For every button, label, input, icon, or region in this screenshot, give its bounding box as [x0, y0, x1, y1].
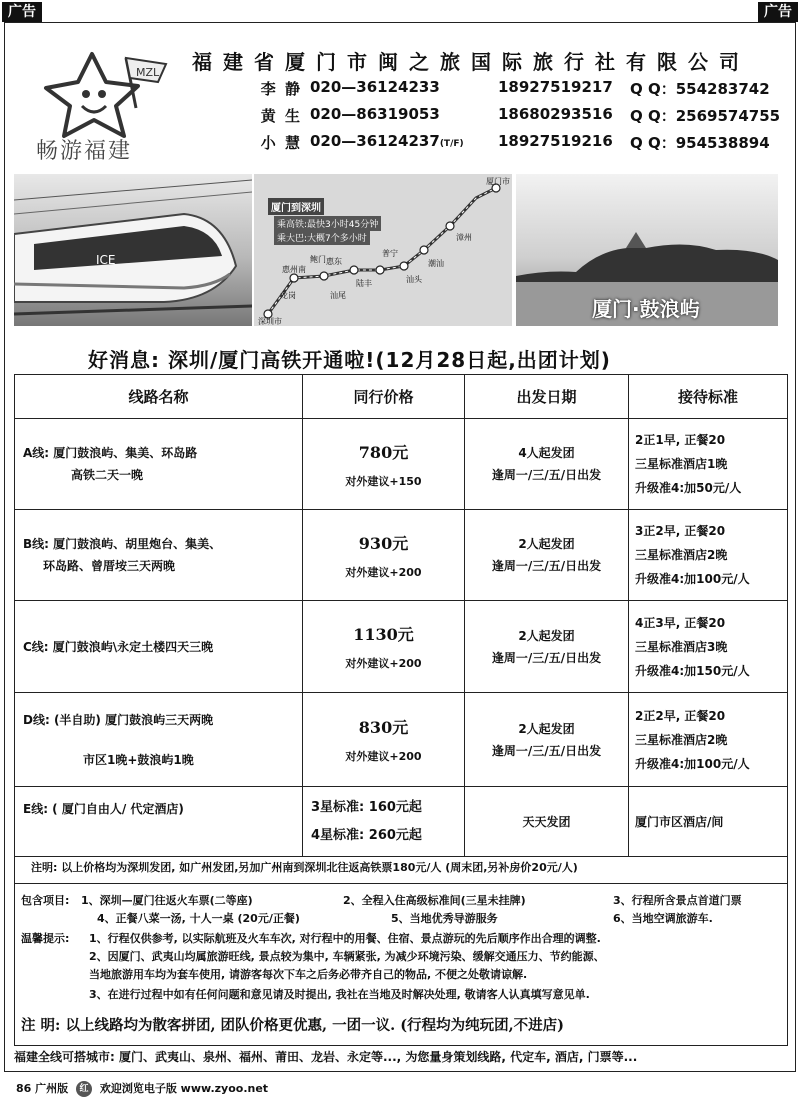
contact-fax-note: (T/F): [439, 139, 464, 149]
include-item: 6、当地空调旅游车.: [613, 912, 713, 925]
map-station-label: 龙岗: [280, 291, 296, 300]
contact-mobile: 18927519216: [498, 132, 613, 150]
map-station-dot: [320, 272, 328, 280]
table-row: [15, 419, 788, 510]
route-map: [254, 174, 512, 326]
contact-qq: Q Q：2569574755: [630, 107, 781, 125]
logo-slogan: 畅游福建: [36, 139, 133, 164]
map-station-dot: [420, 246, 428, 254]
contact-qq: Q Q：554283742: [630, 80, 770, 98]
itinerary-table: [14, 374, 788, 857]
tip-item: 当地旅游用车均为套车使用, 请游客每次下车之后务必带齐自己的物品, 不便之处敬请谅解.: [89, 968, 528, 981]
group-note: 注 明: 以上线路均为散客拼团, 团队价格更优惠, 一团一议. (行程均为纯玩团,不进店): [21, 1017, 565, 1034]
footer-website: 欢迎浏览电子版 www.zyoo.net: [99, 1082, 269, 1095]
map-note-bus: 乘大巴:大概7个多小时: [274, 230, 370, 245]
map-station-label: 漳州: [456, 233, 472, 242]
route-cell: C线: 厦门鼓浪屿\永定土楼四天三晚: [15, 601, 303, 693]
tip-item: 1、行程仅供参考, 以实际航班及火车车次, 对行程中的用餐、住宿、景点游玩的先后顺序作出合理的调整.: [89, 932, 601, 945]
tips-label: 温馨提示:: [21, 932, 70, 945]
tip-item: 3、在进行过程中如有任何问题和意见请及时提出, 我社在当地及时解决处理, 敬请客人认真填写意见单.: [89, 988, 590, 1001]
map-title: 厦门到深圳: [268, 198, 324, 215]
include-item: 5、当地优秀导游服务: [391, 912, 498, 925]
page-number: 86: [16, 1082, 32, 1095]
company-logo: [28, 48, 178, 164]
contact-phone: 020—86319053: [310, 105, 440, 123]
headline: 好消息: 深圳/厦门高铁开通啦!(12月28日起,出团计划): [88, 348, 611, 372]
price-cell: 830元 对外建议+200: [303, 693, 465, 787]
table-row: [15, 601, 788, 693]
map-station-dot: [376, 266, 384, 274]
map-station-label: 潮汕: [428, 259, 444, 268]
table-row: [15, 787, 788, 857]
route-cell: A线: 厦门鼓浪屿、集美、环岛路 高铁二天一晚: [15, 419, 303, 510]
price-cell: 930元 对外建议+200: [303, 510, 465, 601]
standard-cell: 2正1早, 正餐20 三星标准酒店1晚 升级准4:加50元/人: [629, 419, 788, 510]
map-station-label: 厦门市: [486, 177, 510, 186]
tip-item: 2、因厦门、武夷山均属旅游旺线, 景点较为集中, 车辆紧张, 为减少环境污染、缓解交通压力、节约能源、: [89, 950, 605, 963]
ad-label-left: 广告: [2, 2, 42, 22]
header-date: 出发日期: [465, 375, 629, 419]
logo-flag-text: MZL: [136, 66, 160, 79]
company-name: 福建省厦门市闽之旅国际旅行社有限公司: [192, 50, 750, 74]
map-station-label: 汕尾: [330, 291, 346, 300]
map-station-label: 汕头: [406, 275, 422, 284]
map-station-label: 深圳市: [258, 317, 282, 326]
table-header-row: [15, 375, 788, 419]
standard-cell: 2正2早, 正餐20 三星标准酒店2晚 升级准4:加100元/人: [629, 693, 788, 787]
table-row: [15, 693, 788, 787]
header-route: 线路名称: [15, 375, 303, 419]
photo-strip: [14, 174, 778, 326]
star-mascot-icon: [28, 48, 178, 140]
contact-phone: 020—36124237(T/F): [310, 132, 464, 150]
island-caption: 厦门·鼓浪屿: [592, 297, 700, 321]
contact-mobile: 18927519217: [498, 78, 613, 96]
train-label: ICE: [96, 253, 116, 267]
contact-mobile: 18680293516: [498, 105, 613, 123]
map-station-dot: [400, 262, 408, 270]
page-footer: [16, 1080, 268, 1097]
include-item: 2、全程入住高级标准间(三星未挂牌): [343, 894, 526, 907]
contact-name: 小 慧: [260, 134, 302, 152]
date-cell: 2人起发团 逢周一/三/五/日出发: [465, 510, 629, 601]
date-cell: 4人起发团 逢周一/三/五/日出发: [465, 419, 629, 510]
edition-badge-icon: 红: [76, 1081, 92, 1097]
date-cell: 2人起发团 逢周一/三/五/日出发: [465, 693, 629, 787]
price-note: 注明: 以上价格均为深圳发团, 如广州发团,另加广州南到深圳北往返高铁票180元/人 (周末团,另补房价20元/人): [14, 852, 788, 884]
map-station-label: 陆丰: [356, 279, 372, 288]
gulangyu-island-photo: [516, 174, 778, 326]
standard-cell: 3正2早, 正餐20 三星标准酒店2晚 升级准4:加100元/人: [629, 510, 788, 601]
price-cell: 780元 对外建议+150: [303, 419, 465, 510]
map-note-rail: 乘高铁:最快3小时45分钟: [274, 216, 381, 231]
include-item: 1、深圳—厦门往返火车票(二等座): [81, 894, 253, 907]
table-row: [15, 510, 788, 601]
date-cell: 2人起发团 逢周一/三/五/日出发: [465, 601, 629, 693]
edition-label: 广州版: [35, 1082, 69, 1095]
high-speed-train-photo: [14, 174, 252, 326]
map-station-label: 惠东: [326, 257, 342, 266]
contact-name: 李 静: [260, 80, 302, 98]
notes-block: [14, 884, 788, 1046]
header-price: 同行价格: [303, 375, 465, 419]
contact-name: 黄 生: [260, 107, 302, 125]
map-station-label: 惠州南: [282, 265, 306, 274]
date-cell: 天天发团: [465, 787, 629, 857]
standard-cell: 4正3早, 正餐20 三星标准酒店3晚 升级准4:加150元/人: [629, 601, 788, 693]
ad-label-right: 广告: [758, 2, 798, 22]
price-cell: 1130元 对外建议+200: [303, 601, 465, 693]
contact-qq: Q Q：954538894: [630, 134, 770, 152]
header-standard: 接待标准: [629, 375, 788, 419]
contact-phone: 020—36124233: [310, 78, 440, 96]
include-item: 4、正餐八菜一汤, 十人一桌 (20元/正餐): [97, 912, 300, 925]
route-cell: E线: ( 厦门自由人/ 代定酒店): [15, 787, 303, 857]
departure-cities: 福建全线可搭城市: 厦门、武夷山、泉州、福州、莆田、龙岩、永定等..., 为您量身策划线路, 代定车, 酒店, 门票等...: [14, 1050, 638, 1064]
map-station-label: 普宁: [382, 249, 398, 258]
route-cell: D线: (半自助) 厦门鼓浪屿三天两晚 市区1晚+鼓浪屿1晚: [15, 693, 303, 787]
map-station-label: 鲍门: [310, 255, 326, 264]
map-station-dot: [290, 274, 298, 282]
standard-cell: 厦门市区酒店/间: [629, 787, 788, 857]
map-station-dot: [350, 266, 358, 274]
route-cell: B线: 厦门鼓浪屿、胡里炮台、集美、 环岛路、曾厝垵三天两晚: [15, 510, 303, 601]
price-cell: 3星标准: 160元起 4星标准: 260元起: [303, 787, 465, 857]
map-station-dot: [446, 222, 454, 230]
includes-label: 包含项目:: [21, 894, 70, 907]
include-item: 3、行程所含景点首道门票: [613, 894, 742, 907]
